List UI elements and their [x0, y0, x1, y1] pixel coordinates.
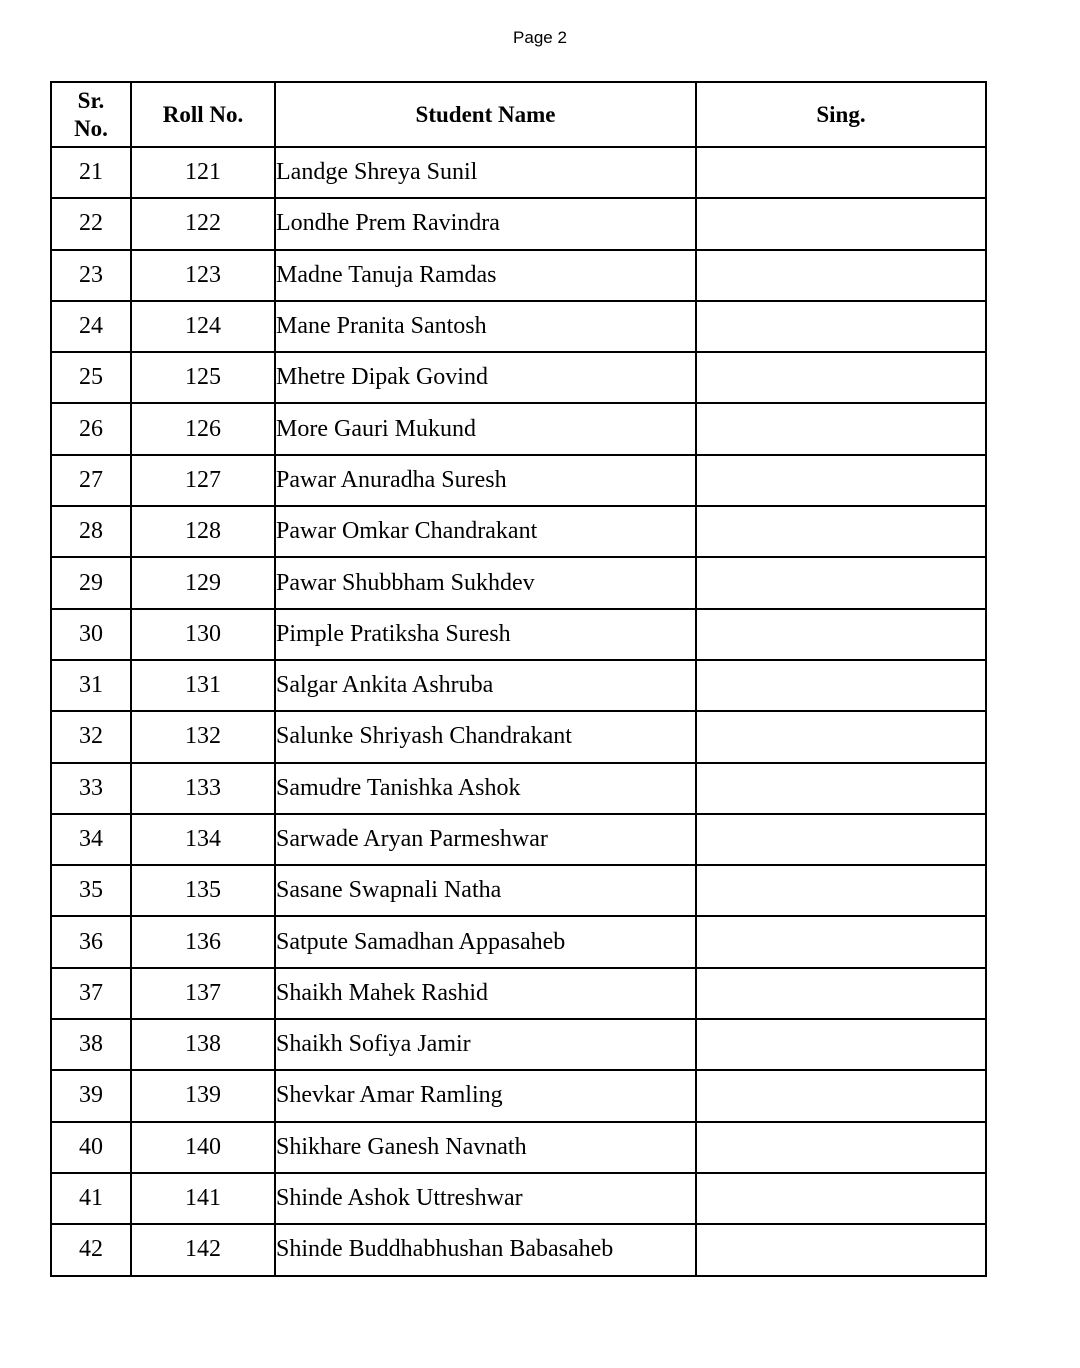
student-name-cell: Salgar Ankita Ashruba [275, 660, 696, 711]
table-row [51, 609, 986, 660]
sr-no-cell: 38 [51, 1019, 131, 1070]
table-row [51, 814, 986, 865]
roll-no-cell: 133 [131, 763, 275, 814]
roll-no-cell: 129 [131, 557, 275, 608]
table-row [51, 865, 986, 916]
roll-no-cell: 128 [131, 506, 275, 557]
signature-cell[interactable] [696, 301, 986, 352]
student-name-cell: Shinde Buddhabhushan Babasaheb [275, 1224, 696, 1275]
roll-no-cell: 136 [131, 916, 275, 967]
sr-no-cell: 21 [51, 147, 131, 198]
roll-no-cell: 127 [131, 455, 275, 506]
signature-cell[interactable] [696, 403, 986, 454]
sr-no-cell: 26 [51, 403, 131, 454]
sr-no-cell: 24 [51, 301, 131, 352]
header-sr-line2: No. [74, 115, 108, 141]
sr-no-cell: 34 [51, 814, 131, 865]
sr-no-cell: 33 [51, 763, 131, 814]
student-name-cell: Shinde Ashok Uttreshwar [275, 1173, 696, 1224]
sr-no-cell: 39 [51, 1070, 131, 1121]
roll-no-cell: 139 [131, 1070, 275, 1121]
roll-no-cell: 131 [131, 660, 275, 711]
table-row [51, 198, 986, 249]
sr-no-cell: 41 [51, 1173, 131, 1224]
roll-no-cell: 142 [131, 1224, 275, 1275]
student-name-cell: Satpute Samadhan Appasaheb [275, 916, 696, 967]
student-name-cell: Pawar Anuradha Suresh [275, 455, 696, 506]
table-row [51, 403, 986, 454]
table-row [51, 916, 986, 967]
signature-cell[interactable] [696, 1019, 986, 1070]
header-student-name: Student Name [275, 82, 696, 147]
student-roster-table [50, 81, 987, 1277]
table-row [51, 250, 986, 301]
signature-cell[interactable] [696, 1224, 986, 1275]
roll-no-cell: 137 [131, 968, 275, 1019]
page-number-label: Page 2 [513, 28, 567, 47]
signature-cell[interactable] [696, 1173, 986, 1224]
table-row [51, 1224, 986, 1275]
student-name-cell: More Gauri Mukund [275, 403, 696, 454]
table-row [51, 455, 986, 506]
sr-no-cell: 31 [51, 660, 131, 711]
roll-no-cell: 141 [131, 1173, 275, 1224]
sr-no-cell: 23 [51, 250, 131, 301]
student-name-cell: Landge Shreya Sunil [275, 147, 696, 198]
sr-no-cell: 37 [51, 968, 131, 1019]
header-sr-no [51, 82, 131, 147]
table-row [51, 147, 986, 198]
roll-no-cell: 132 [131, 711, 275, 762]
roll-no-cell: 130 [131, 609, 275, 660]
signature-cell[interactable] [696, 506, 986, 557]
roll-no-cell: 122 [131, 198, 275, 249]
table-body [51, 147, 986, 1276]
roll-no-cell: 135 [131, 865, 275, 916]
table-row [51, 1019, 986, 1070]
student-name-cell: Pawar Omkar Chandrakant [275, 506, 696, 557]
student-name-cell: Pimple Pratiksha Suresh [275, 609, 696, 660]
signature-cell[interactable] [696, 147, 986, 198]
signature-cell[interactable] [696, 814, 986, 865]
table-row [51, 506, 986, 557]
student-name-cell: Pawar Shubbham Sukhdev [275, 557, 696, 608]
table-row [51, 352, 986, 403]
student-name-cell: Samudre Tanishka Ashok [275, 763, 696, 814]
signature-cell[interactable] [696, 916, 986, 967]
signature-cell[interactable] [696, 198, 986, 249]
table-row [51, 1070, 986, 1121]
signature-cell[interactable] [696, 557, 986, 608]
table-row [51, 301, 986, 352]
student-name-cell: Madne Tanuja Ramdas [275, 250, 696, 301]
roll-no-cell: 126 [131, 403, 275, 454]
table-row [51, 557, 986, 608]
student-name-cell: Salunke Shriyash Chandrakant [275, 711, 696, 762]
roll-no-cell: 134 [131, 814, 275, 865]
student-name-cell: Shevkar Amar Ramling [275, 1070, 696, 1121]
signature-cell[interactable] [696, 660, 986, 711]
signature-cell[interactable] [696, 763, 986, 814]
student-name-cell: Sarwade Aryan Parmeshwar [275, 814, 696, 865]
sr-no-cell: 35 [51, 865, 131, 916]
student-name-cell: Shaikh Sofiya Jamir [275, 1019, 696, 1070]
table-row [51, 763, 986, 814]
signature-cell[interactable] [696, 1122, 986, 1173]
signature-cell[interactable] [696, 250, 986, 301]
sr-no-cell: 32 [51, 711, 131, 762]
sr-no-cell: 42 [51, 1224, 131, 1275]
student-name-cell: Sasane Swapnali Natha [275, 865, 696, 916]
table-row [51, 1173, 986, 1224]
header-sr-line1: Sr. [77, 87, 105, 113]
roll-no-cell: 121 [131, 147, 275, 198]
signature-cell[interactable] [696, 455, 986, 506]
signature-cell[interactable] [696, 711, 986, 762]
roll-no-cell: 125 [131, 352, 275, 403]
sr-no-cell: 29 [51, 557, 131, 608]
signature-cell[interactable] [696, 352, 986, 403]
student-name-cell: Londhe Prem Ravindra [275, 198, 696, 249]
student-name-cell: Mane Pranita Santosh [275, 301, 696, 352]
table-row [51, 1122, 986, 1173]
roll-no-cell: 124 [131, 301, 275, 352]
sr-no-cell: 30 [51, 609, 131, 660]
sr-no-cell: 40 [51, 1122, 131, 1173]
table-header-row [51, 82, 986, 147]
student-name-cell: Mhetre Dipak Govind [275, 352, 696, 403]
table-row [51, 660, 986, 711]
sr-no-cell: 22 [51, 198, 131, 249]
signature-cell[interactable] [696, 968, 986, 1019]
sr-no-cell: 36 [51, 916, 131, 967]
signature-cell[interactable] [696, 865, 986, 916]
table-row [51, 711, 986, 762]
roll-no-cell: 140 [131, 1122, 275, 1173]
table-row [51, 968, 986, 1019]
sr-no-cell: 28 [51, 506, 131, 557]
sr-no-cell: 27 [51, 455, 131, 506]
roll-no-cell: 123 [131, 250, 275, 301]
roll-no-cell: 138 [131, 1019, 275, 1070]
header-roll-no: Roll No. [131, 82, 275, 147]
signature-cell[interactable] [696, 609, 986, 660]
header-signature: Sing. [696, 82, 986, 147]
signature-cell[interactable] [696, 1070, 986, 1121]
student-name-cell: Shikhare Ganesh Navnath [275, 1122, 696, 1173]
sr-no-cell: 25 [51, 352, 131, 403]
student-name-cell: Shaikh Mahek Rashid [275, 968, 696, 1019]
